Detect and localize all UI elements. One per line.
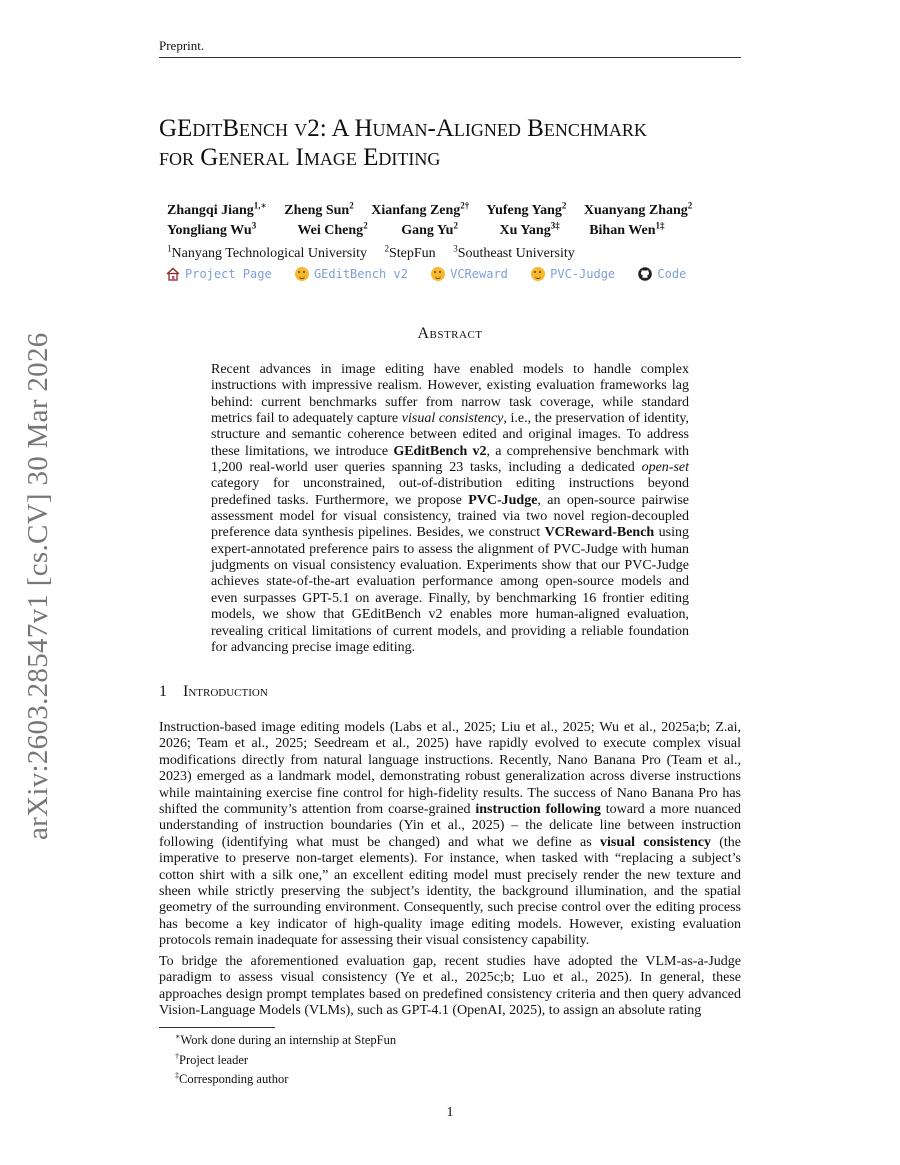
author: Bihan Wen$^{1\ddagger}$ [589, 220, 665, 238]
link-vcreward[interactable]: VCReward [431, 267, 508, 281]
huggingface-icon [531, 267, 545, 281]
author: Gang Yu$^2$ [401, 220, 458, 238]
running-header: Preprint. [159, 38, 205, 53]
paper-title [159, 114, 759, 172]
huggingface-icon [431, 267, 445, 281]
section-heading: 1 Introduction [159, 683, 268, 700]
footnote: †Project leader [175, 1051, 249, 1067]
authors-row-1 [167, 200, 747, 219]
author: Zheng Sun$^2$ [284, 200, 354, 218]
intro-paragraph-2: To bridge the aforementioned evaluation gap, recent studies have adopted the VLM-as-a-Judge paradigm to assess visual consistency (Ye et al., 2025c;b; Luo et al., 2025). In general, these approaches design prompt templates based on predefined consistency criteria and then query advanced Vision-Language Models (VLMs), such as GPT-4.1 (OpenAI, 2025), to assign an absolute rating [159, 954, 741, 1019]
link-project-page[interactable]: Project Page [166, 267, 272, 281]
affiliation: $^3$Southeast University [453, 243, 575, 261]
author: Yongliang Wu$^3$ [167, 220, 257, 238]
huggingface-icon [295, 267, 309, 281]
footnote: ‡Corresponding author [175, 1071, 289, 1087]
page-number: 1 [446, 1105, 454, 1120]
author: Xuanyang Zhang$^2$ [583, 200, 693, 218]
author: Xu Yang$^{3\ddagger}$ [499, 220, 560, 238]
arxiv-watermark: arXiv:2603.28547v1 [cs.CV] 30 Mar 2026 [22, 332, 54, 840]
footnotes [175, 1029, 396, 1088]
footnote: ∗Work done during an internship at StepFun [175, 1032, 397, 1048]
affiliation: $^2$StepFun [384, 243, 436, 261]
author: Xianfang Zeng$^{2\dagger}$ [371, 200, 470, 218]
author: Yufeng Yang$^2$ [486, 200, 567, 218]
author: Zhangqi Jiang$^{1,∗}$ [167, 200, 267, 218]
house-icon [166, 267, 180, 281]
link-pvc-judge[interactable]: PVC-Judge [531, 267, 615, 281]
abstract-body: Recent advances in image editing have enabled models to handle complex instructions with impressive realism. However, existing evaluation frameworks lag behind: current benchmarks suffer from narrow task coverage, while standard metrics fail to adequately capture visual consistency, i.e., the preservation of identity, structure and semantic coherence between edited and original images. To address these limitations, we introduce GEditBench v2, a comprehensive benchmark with 1,200 real-world user queries spanning 23 tasks, including a dedicated open-set category for unconstrained, out-of-distribution editing instructions beyond predefined tasks. Furthermore, we propose PVC-Judge, an open-source pairwise assessment model for visual consistency, trained via two novel region-decoupled preference data synthesis pipelines. Besides, we construct VCReward-Bench using expert-annotated preference pairs to assess the alignment of PVC-Judge with human judgments on visual consistency evaluation. Experiments show that our PVC-Judge achieves state-of-the-art evaluation performance among open-source models and even surpasses GPT-5.1 on average. Finally, by benchmarking 16 frontier editing models, we show that GEditBench v2 enables more human-aligned evaluation, revealing critical limitations of current models, and providing a reliable foundation for advancing precise image editing. [211, 362, 689, 655]
authors-row-2 [167, 220, 747, 239]
title-line-2: for General Image Editing [159, 144, 441, 171]
footnote-rule [159, 1027, 275, 1028]
intro-paragraph-1: Instruction-based image editing models (Labs et al., 2025; Liu et al., 2025; Wu et al., 2025a;b; Z.ai, 2026; Team et al., 2025; Seedream et al., 2025) have rapidly evolved to execute complex visual modifications directly from natural language instructions. Recently, Nano Banana Pro (Team et al., 2023) emerged as a landmark model, demonstrating robust generalization across diverse instructions while maintaining exercise fine control for high-fidelity results. The success of Nano Banana Pro has shifted the community’s attention from coarse-grained instruction following toward a more nuanced understanding of instruction boundaries (Yin et al., 2025) – the delicate line between instruction following (identifying what must be changed) and what we define as visual consistency (the imperative to preserve non-target elements). For instance, when tasked with “replacing a subject’s cotton shirt with a silk one,” an excellent editing model must precisely render the new texture and sheen while strictly preserving the subject’s identity, the background illumination, and the spatial geometry of the surrounding environment. Consequently, such precise control over the editing process has become a key indicator of high-quality image editing models. However, existing evaluation protocols remain inadequate for assessing their visual consistency capability. [159, 720, 741, 949]
affiliations [167, 243, 589, 262]
affiliation: $^1$Nanyang Technological University [167, 243, 367, 261]
author: Wei Cheng$^2$ [297, 220, 368, 238]
link-geditbench-v2[interactable]: GEditBench v2 [295, 267, 408, 281]
resource-links [166, 267, 702, 284]
title-line-1: GEditBench v2: A Human-Aligned Benchmark [159, 115, 647, 142]
abstract-heading: Abstract [417, 325, 483, 342]
header-rule [159, 57, 741, 58]
link-code[interactable]: Code [638, 267, 686, 281]
github-icon [638, 267, 652, 281]
